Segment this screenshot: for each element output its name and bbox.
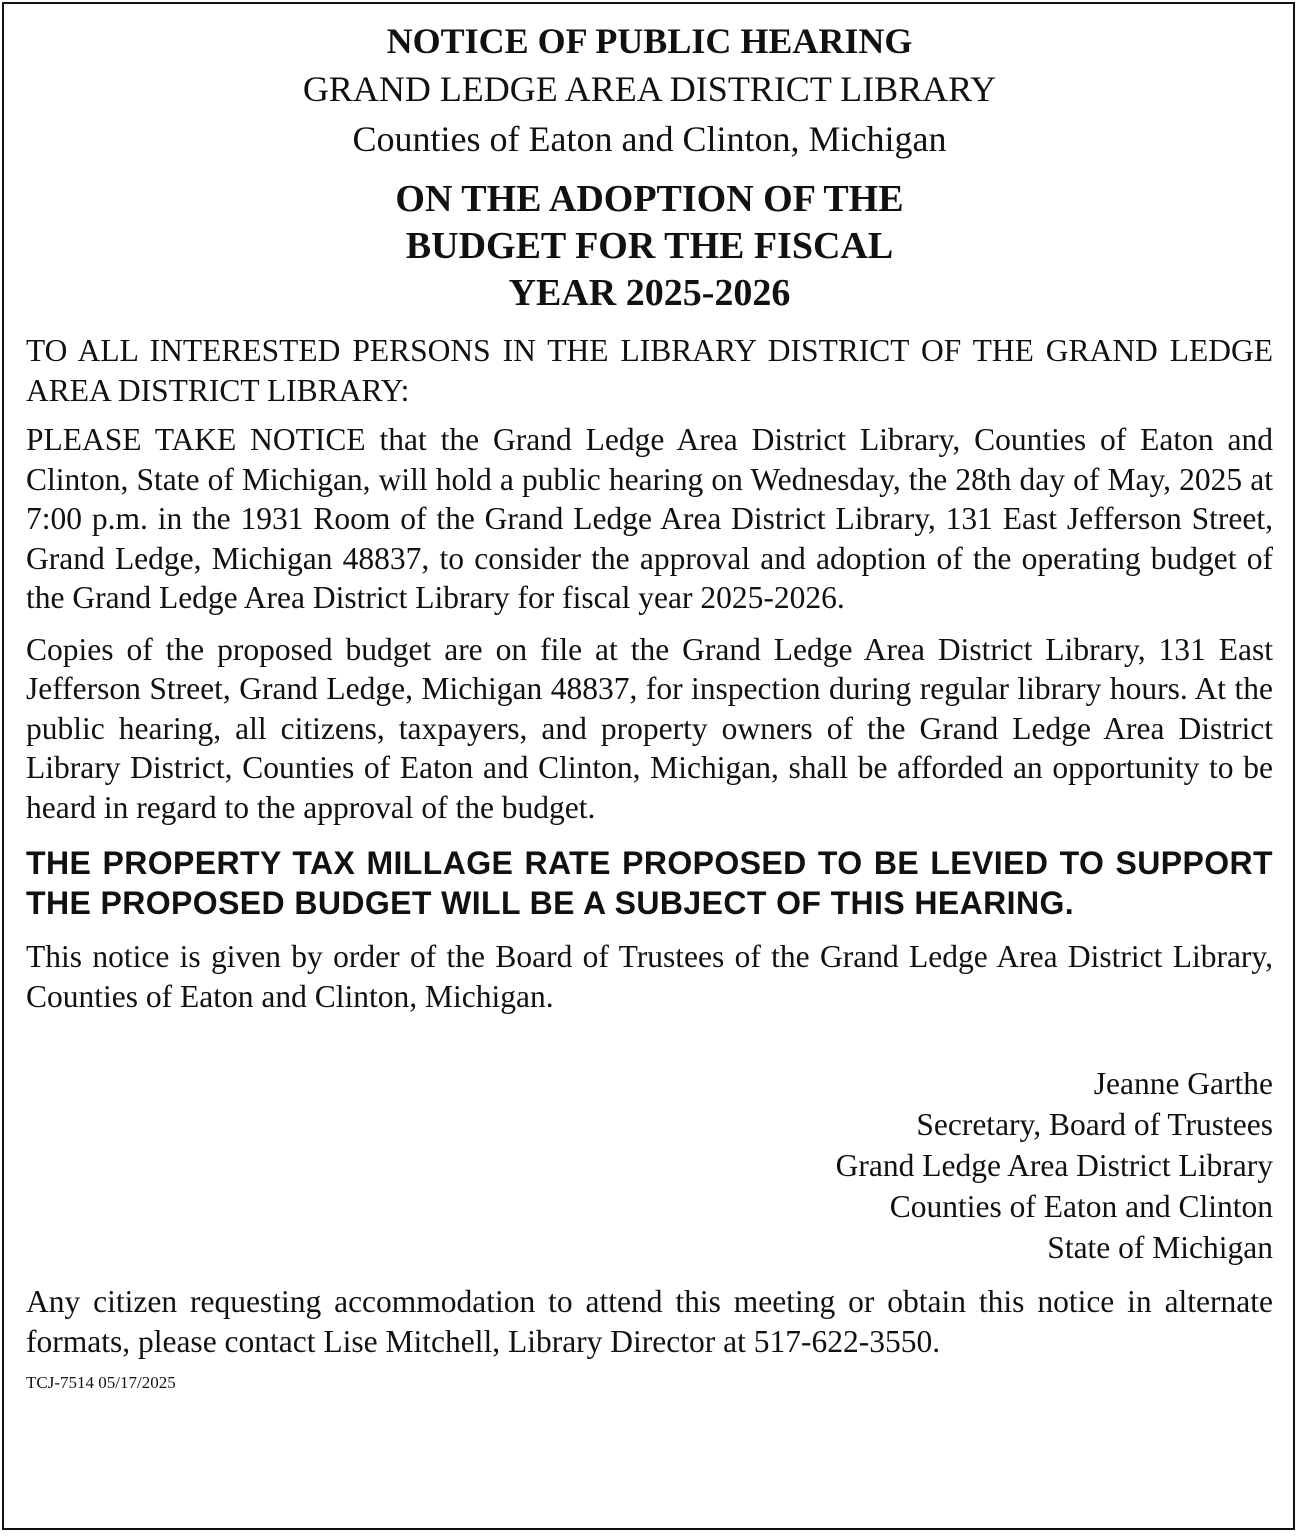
library-counties: Counties of Eaton and Clinton, Michigan (352, 119, 947, 159)
notice-title: NOTICE OF PUBLIC HEARING (386, 21, 913, 61)
publication-code: TCJ-7514 05/17/2025 (26, 1373, 176, 1392)
signer-organization: Grand Ledge Area District Library (835, 1148, 1273, 1183)
accessibility-paragraph: Any citizen requesting accommodation to attend this meeting or obtain this notice in alternate formats, please contact Lise Mitchell, Library Director at 517-622-3550. (26, 1284, 1273, 1359)
subject-line-1: ON THE ADOPTION OF THE (395, 178, 904, 220)
board-order-paragraph: This notice is given by order of the Board of Trustees of the Grand Ledge Area District Library, Counties of Eaton and Clinton, Michigan. (26, 939, 1273, 1014)
signer-counties: Counties of Eaton and Clinton (889, 1189, 1273, 1224)
subject-heading (26, 176, 1273, 317)
library-name: GRAND LEDGE AREA DISTRICT LIBRARY (302, 69, 997, 109)
hearing-notice-paragraph: PLEASE TAKE NOTICE that the Grand Ledge Area District Library, Counties of Eaton and Clinton, State of Michigan, will hold a public hearing on Wednesday, the 28th day of May, 2025 at 7:00 p.m. in the 1931 Room of the Grand Ledge Area District Library, 131 East Jefferson Street, Grand Ledge, Michigan 48837, to consider the approval and adoption of the operating budget of the Grand Ledge Area District Library for fiscal year 2025-2026. (26, 422, 1273, 615)
millage-statement: THE PROPERTY TAX MILLAGE RATE PROPOSED TO BE LEVIED TO SUPPORT THE PROPOSED BUDGET WILL BE A SUBJECT OF THIS HEARING. (26, 845, 1273, 921)
budget-copies-paragraph: Copies of the proposed budget are on file at the Grand Ledge Area District Library, 131 East Jefferson Street, Grand Ledge, Michigan 48837, for inspection during regular library hours. At the public hearing, all citizens, taxpayers, and property owners of the Grand Ledge Area District Library District, Counties of Eaton and Clinton, Michigan, shall be afforded an opportunity to be heard in regard to the approval of the budget. (26, 631, 1273, 825)
signer-name: Jeanne Garthe (1093, 1066, 1273, 1101)
signer-title: Secretary, Board of Trustees (916, 1107, 1273, 1142)
addressee-paragraph: TO ALL INTERESTED PERSONS IN THE LIBRARY DISTRICT OF THE GRAND LEDGE AREA DISTRICT LIBRARY: (26, 333, 1273, 408)
subject-line-3: YEAR 2025-2026 (508, 272, 791, 314)
signature-block (26, 1063, 1273, 1268)
signer-state: State of Michigan (1047, 1230, 1273, 1265)
notice-content (26, 4, 1273, 1393)
public-notice (2, 2, 1295, 1530)
subject-line-2: BUDGET FOR THE FISCAL (405, 225, 894, 267)
